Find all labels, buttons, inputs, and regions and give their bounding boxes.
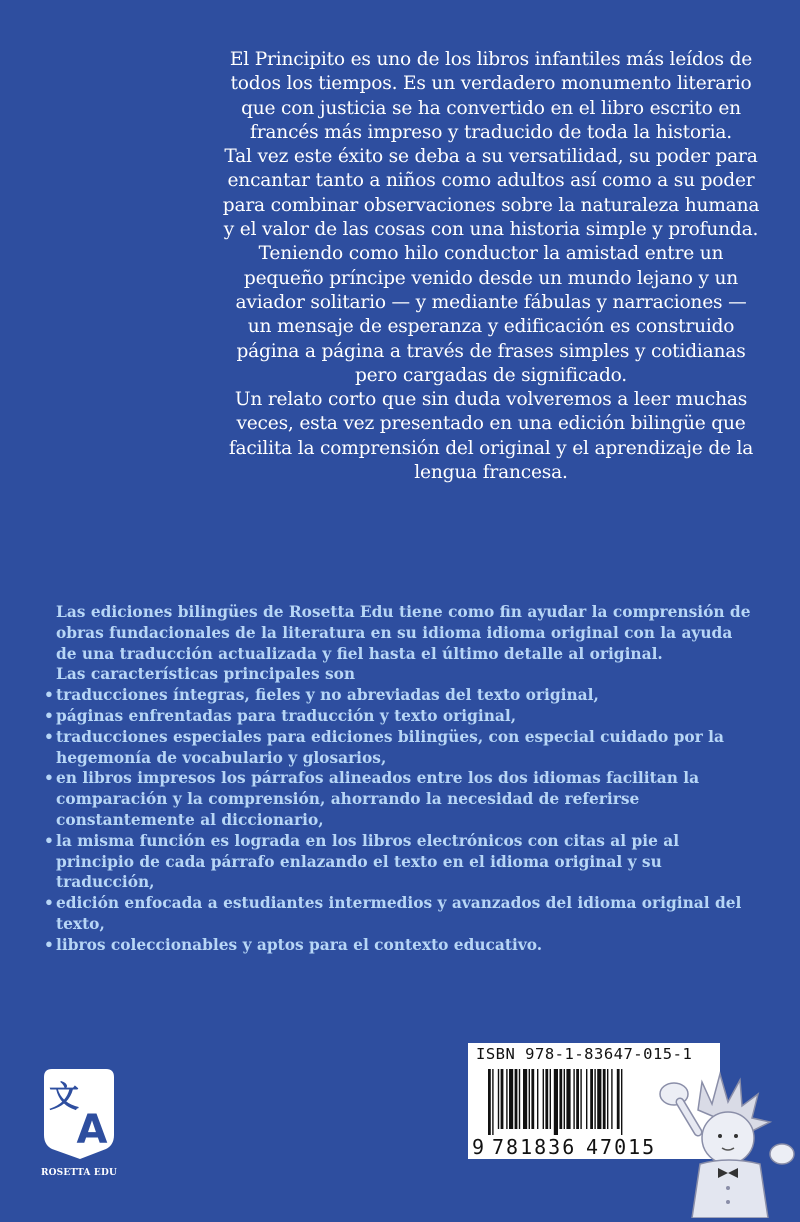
- barcode-bar: [488, 1069, 491, 1135]
- barcode-digit-group-1: 781836: [492, 1135, 577, 1159]
- barcode-bar: [607, 1069, 608, 1129]
- synopsis-paragraph: Tal vez este éxito se deba a su versatilidad, su poder para encantar tanto a niños como adultos así como a su poder para combinar observaciones sobre la naturaleza humana y el valor de las cosas con una historia simple y profunda.: [222, 146, 760, 241]
- barcode-bar: [554, 1069, 558, 1135]
- list-item: • libros coleccionables y aptos para el contexto educativo.: [56, 935, 756, 956]
- little-prince-illustration: [640, 1060, 800, 1218]
- barcode-bar: [506, 1069, 507, 1129]
- barcode-bar: [573, 1069, 574, 1129]
- barcode-bar: [492, 1069, 493, 1135]
- list-item: • páginas enfrentadas para traducción y texto original,: [56, 706, 756, 727]
- list-item: • en libros impresos los párrafos alineados entre los dos idiomas facilitan la comparación y la comprensión, ahorrando la necesidad de referirse constantemente al diccionario,: [56, 768, 756, 830]
- barcode-bar: [603, 1069, 606, 1129]
- barcode-bar: [564, 1069, 565, 1129]
- edition-intro: Las ediciones bilingües de Rosetta Edu tiene como fin ayudar la comprensión de obras fundacionales de la literatura en su idioma idioma original con la ayuda de una traducción actualizada y fiel hasta el último detalle al original.: [56, 603, 751, 663]
- little-prince-drawing: [640, 1060, 800, 1218]
- list-item: • traducciones especiales para ediciones bilingües, con especial cuidado por la hegemonía de vocabulario y glosarios,: [56, 727, 756, 769]
- barcode-bar: [576, 1069, 579, 1129]
- barcode-bar: [537, 1069, 538, 1129]
- barcode-bar: [566, 1069, 570, 1129]
- barcode-bar: [509, 1069, 513, 1129]
- barcode-bar: [543, 1069, 544, 1129]
- barcode-digit-first: 9: [472, 1135, 485, 1159]
- isbn-label: ISBN 978-1-83647-015-1: [476, 1045, 693, 1063]
- barcode-bar: [531, 1069, 534, 1129]
- barcode-bar: [597, 1069, 601, 1129]
- barcode-bar: [501, 1069, 504, 1129]
- synopsis-block: [222, 48, 760, 485]
- barcode-bar: [617, 1069, 620, 1129]
- barcode-bar: [594, 1069, 595, 1129]
- features-list: [56, 685, 756, 955]
- barcode-bar: [559, 1069, 562, 1129]
- logo-glyph-chinese: 文: [49, 1080, 79, 1115]
- barcode-bar: [621, 1069, 622, 1135]
- barcode-bar: [590, 1069, 593, 1129]
- synopsis-paragraph: Teniendo como hilo conductor la amistad entre un pequeño príncipe venido desde un mundo lejano y un aviador solitario — y mediante fábulas y narraciones — un mensaje de esperanza y edificación es construido página a página a través de frases simples y cotidianas pero cargadas de significado.: [235, 243, 747, 386]
- barcode-bar: [529, 1069, 530, 1129]
- barcode-bar: [515, 1069, 518, 1129]
- barcode-bar: [498, 1069, 499, 1129]
- barcode-bar: [523, 1069, 527, 1129]
- barcode-bar: [580, 1069, 581, 1129]
- publisher-logo-graphic: [40, 1065, 118, 1160]
- barcode-bar: [611, 1069, 612, 1129]
- list-item: • edición enfocada a estudiantes intermedios y avanzados del idioma original del texto,: [56, 893, 756, 935]
- list-item: • traducciones íntegras, fieles y no abreviadas del texto original,: [56, 685, 756, 706]
- synopsis-paragraph: Un relato corto que sin duda volveremos a leer muchas veces, esta vez presentado en una edición bilingüe que facilita la comprensión del original y el aprendizaje de la lengua francesa.: [228, 389, 754, 484]
- barcode-bar: [550, 1069, 551, 1129]
- logo-glyph-latin: A: [76, 1107, 108, 1153]
- edition-description: [56, 602, 756, 956]
- features-heading: Las características principales son: [56, 665, 356, 684]
- publisher-name: ROSETTA EDU: [40, 1168, 118, 1178]
- barcode-bar: [519, 1069, 520, 1129]
- barcode-bar: [586, 1069, 587, 1129]
- barcode-digit-group-2: 47015: [586, 1135, 657, 1159]
- synopsis-paragraph: El Principito es uno de los libros infantiles más leídos de todos los tiempos. Es un verdadero monumento literario que con justicia se ha convertido en el libro escrito en francés más impreso y traducido de toda la historia.: [229, 49, 753, 143]
- list-item: • la misma función es lograda en los libros electrónicos con citas al pie al principio de cada párrafo enlazando el texto en el idioma original y su traducción,: [56, 831, 756, 893]
- barcode-bar: [545, 1069, 548, 1129]
- translate-icon: [40, 1065, 118, 1160]
